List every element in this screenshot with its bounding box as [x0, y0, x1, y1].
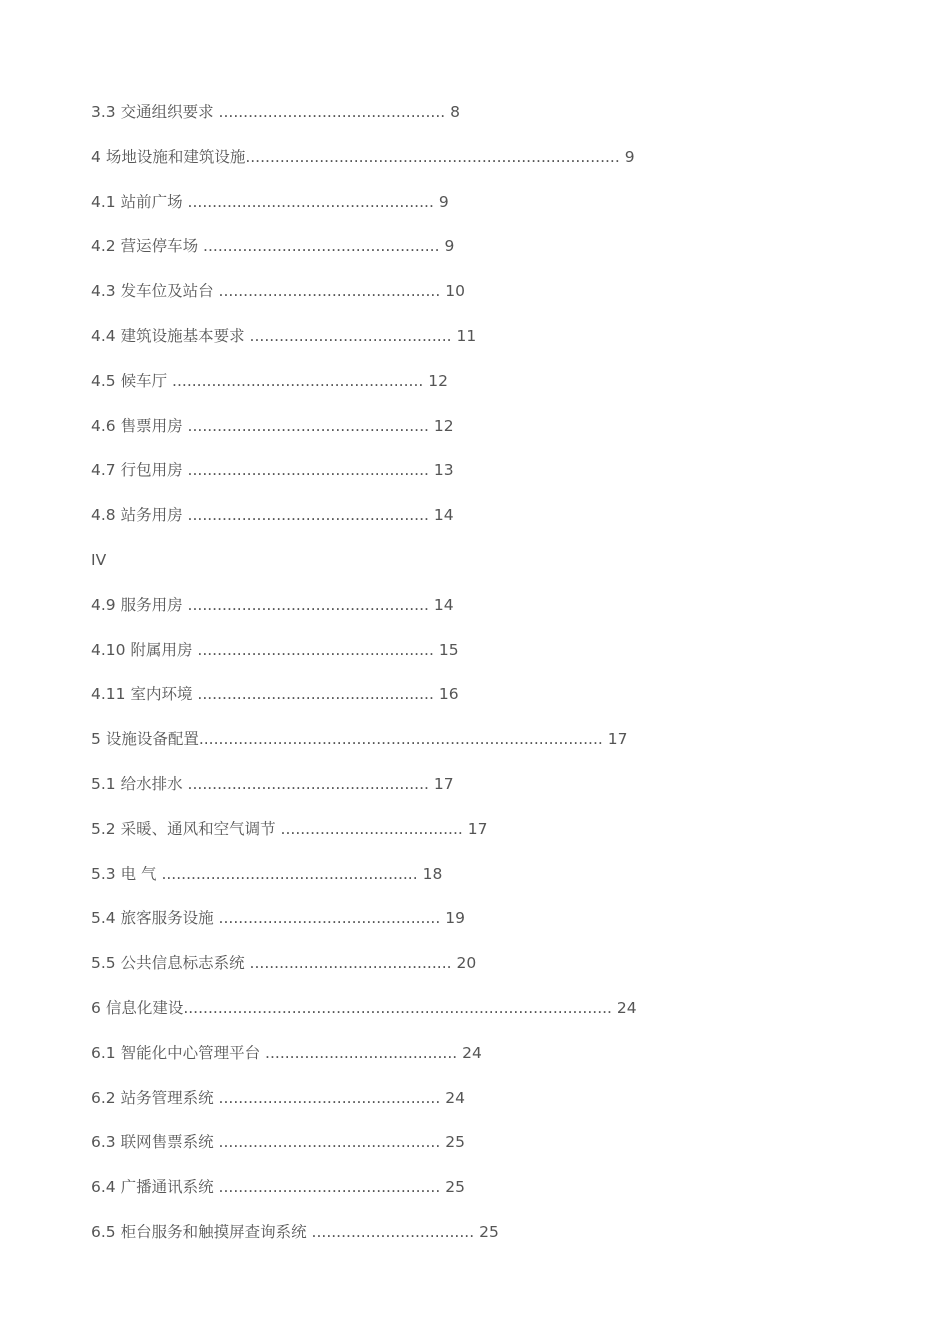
- toc-leader: .........................................: [244, 954, 452, 973]
- toc-entry[interactable]: [91, 593, 637, 638]
- toc-number: 6.4: [91, 1178, 116, 1197]
- toc-entry[interactable]: [91, 145, 637, 190]
- toc-page-number: 24: [445, 1088, 465, 1107]
- toc-page-number: 17: [433, 774, 454, 793]
- toc-entry[interactable]: [91, 190, 637, 235]
- toc-number: 4.5: [91, 371, 116, 390]
- toc-leader: ................................................: [192, 685, 434, 704]
- toc-title: 售票用房: [120, 416, 183, 435]
- toc-title: 交通组织要求: [120, 103, 214, 121]
- toc-page-number: 12: [428, 371, 448, 390]
- toc-page-number: 12: [433, 416, 454, 435]
- toc-leader: ............................................................................: [245, 147, 620, 166]
- toc-entry[interactable]: [91, 279, 637, 324]
- toc-title: 候车厅: [120, 371, 168, 390]
- toc-page-number: 25: [445, 1178, 465, 1197]
- toc-entry[interactable]: [91, 1086, 637, 1131]
- toc-title: 营运停车场: [120, 237, 199, 256]
- toc-page-number: 24: [462, 1043, 482, 1062]
- toc-number: 4.2: [91, 237, 116, 256]
- toc-page-number: 19: [445, 909, 465, 928]
- toc-number: 4.4: [91, 326, 116, 345]
- toc-page-number: 14: [433, 506, 454, 525]
- toc-leader: ..............................................: [213, 103, 446, 121]
- toc-leader: .............................................: [213, 909, 441, 928]
- toc-title: 站务用房: [120, 506, 183, 525]
- toc-leader: .................................................: [182, 506, 429, 525]
- toc-entry[interactable]: [91, 1175, 637, 1220]
- toc-leader: ...................................................: [167, 371, 424, 390]
- toc-entry[interactable]: [91, 772, 637, 817]
- toc-title: 智能化中心管理平台: [120, 1043, 261, 1062]
- toc-page-number: 15: [438, 640, 459, 659]
- toc-entry[interactable]: [91, 682, 637, 727]
- toc-entry[interactable]: [91, 727, 637, 772]
- toc-number: 4.8: [91, 506, 116, 525]
- toc-title: 信息化建设: [105, 998, 184, 1017]
- toc-number: 4.3: [91, 282, 116, 301]
- toc-leader: .................................................: [182, 461, 429, 480]
- toc-title: 采暖、通风和空气调节: [120, 819, 276, 838]
- toc-leader: ..................................................: [182, 192, 434, 211]
- toc-number: 4.1: [91, 192, 116, 211]
- toc-leader: .................................................: [182, 595, 429, 614]
- toc-title: 电 气: [120, 864, 157, 883]
- toc-entry[interactable]: [91, 1041, 637, 1086]
- roman-page-number: IV: [91, 550, 107, 569]
- toc-page-number: 14: [433, 595, 454, 614]
- toc-entry[interactable]: [91, 951, 637, 996]
- toc-number: 4.7: [91, 461, 116, 480]
- toc-title: 给水排水: [120, 774, 183, 793]
- toc-number: 5.4: [91, 909, 116, 928]
- toc-page-number: 10: [445, 282, 465, 301]
- toc-leader: .............................................: [213, 1088, 441, 1107]
- toc-page-number: 16: [438, 685, 459, 704]
- toc-number: 4.10: [91, 640, 126, 659]
- toc-title: 行包用房: [120, 461, 183, 480]
- toc-title: 公共信息标志系统: [120, 954, 245, 973]
- toc-title: 服务用房: [120, 595, 183, 614]
- toc-page-number: 9: [444, 237, 455, 256]
- toc-number: 5: [91, 730, 101, 749]
- toc-leader: .........................................: [244, 326, 452, 345]
- toc-entry[interactable]: [91, 1220, 637, 1265]
- toc-leader: .............................................: [213, 282, 441, 301]
- toc-title: 站务管理系统: [120, 1088, 214, 1107]
- toc-title: 广播通讯系统: [120, 1178, 214, 1197]
- toc-number: 6.2: [91, 1088, 116, 1107]
- toc-title: 场地设施和建筑设施: [105, 147, 246, 166]
- toc-entry[interactable]: [91, 503, 637, 548]
- toc-entry[interactable]: [91, 369, 637, 414]
- page-marker: [91, 548, 637, 593]
- toc-number: 6.5: [91, 1222, 116, 1241]
- toc-leader: ................................................: [198, 237, 440, 256]
- toc-entry[interactable]: [91, 100, 637, 145]
- toc-entry[interactable]: [91, 906, 637, 951]
- toc-leader: .................................................: [182, 416, 429, 435]
- toc-number: 5.2: [91, 819, 116, 838]
- toc-number: 6.3: [91, 1133, 116, 1152]
- toc-page-number: 25: [445, 1133, 465, 1152]
- toc-number: 6: [91, 998, 101, 1017]
- toc-title: 旅客服务设施: [120, 909, 214, 928]
- toc-entry[interactable]: [91, 817, 637, 862]
- toc-page-number: 24: [616, 998, 637, 1017]
- toc-leader: ................................................: [192, 640, 434, 659]
- toc-title: 建筑设施基本要求: [120, 326, 245, 345]
- toc-title: 设施设备配置: [105, 730, 199, 749]
- toc-number: 4.9: [91, 595, 116, 614]
- toc-page-number: 20: [456, 954, 477, 973]
- toc-title: 附属用房: [130, 640, 193, 659]
- toc-leader: .............................................: [213, 1133, 441, 1152]
- toc-title: 发车位及站台: [120, 282, 214, 301]
- toc-leader: ..................................................................................: [198, 730, 603, 749]
- toc-entry[interactable]: [91, 234, 637, 279]
- toc-number: 6.1: [91, 1043, 116, 1062]
- toc-entry[interactable]: [91, 1130, 637, 1175]
- toc-page-number: 18: [422, 864, 443, 883]
- toc-entry[interactable]: [91, 862, 637, 907]
- toc-leader: .....................................: [275, 819, 463, 838]
- toc-page-number: 13: [433, 461, 454, 480]
- toc-leader: ....................................................: [156, 864, 418, 883]
- toc-leader: .............................................: [213, 1178, 441, 1197]
- toc-page-number: 17: [607, 730, 628, 749]
- toc-entry[interactable]: [91, 324, 637, 369]
- toc-number: 4.6: [91, 416, 116, 435]
- toc-leader: .......................................: [260, 1043, 458, 1062]
- toc-page-number: 9: [624, 147, 635, 166]
- toc-title: 联网售票系统: [120, 1133, 214, 1152]
- toc-title: 站前广场: [120, 192, 183, 211]
- toc-page-number: 8: [450, 103, 460, 121]
- table-of-contents: [91, 100, 637, 1265]
- toc-page-number: 25: [479, 1222, 499, 1241]
- toc-page-number: 17: [467, 819, 488, 838]
- toc-number: 3.3: [91, 103, 116, 121]
- toc-number: 4.11: [91, 685, 126, 704]
- toc-leader: .......................................................................................: [183, 998, 612, 1017]
- toc-title: 室内环境: [130, 685, 193, 704]
- toc-entry[interactable]: [91, 996, 637, 1041]
- toc-page-number: 9: [438, 192, 449, 211]
- toc-number: 4: [91, 147, 101, 166]
- toc-page-number: 11: [456, 326, 477, 345]
- toc-number: 5.3: [91, 864, 116, 883]
- toc-entry[interactable]: [91, 458, 637, 503]
- toc-leader: .................................................: [182, 774, 429, 793]
- toc-leader: .................................: [306, 1222, 475, 1241]
- toc-entry[interactable]: [91, 414, 637, 459]
- toc-entry[interactable]: [91, 638, 637, 683]
- toc-title: 柜台服务和触摸屏查询系统: [120, 1222, 307, 1241]
- toc-number: 5.1: [91, 774, 116, 793]
- toc-number: 5.5: [91, 954, 116, 973]
